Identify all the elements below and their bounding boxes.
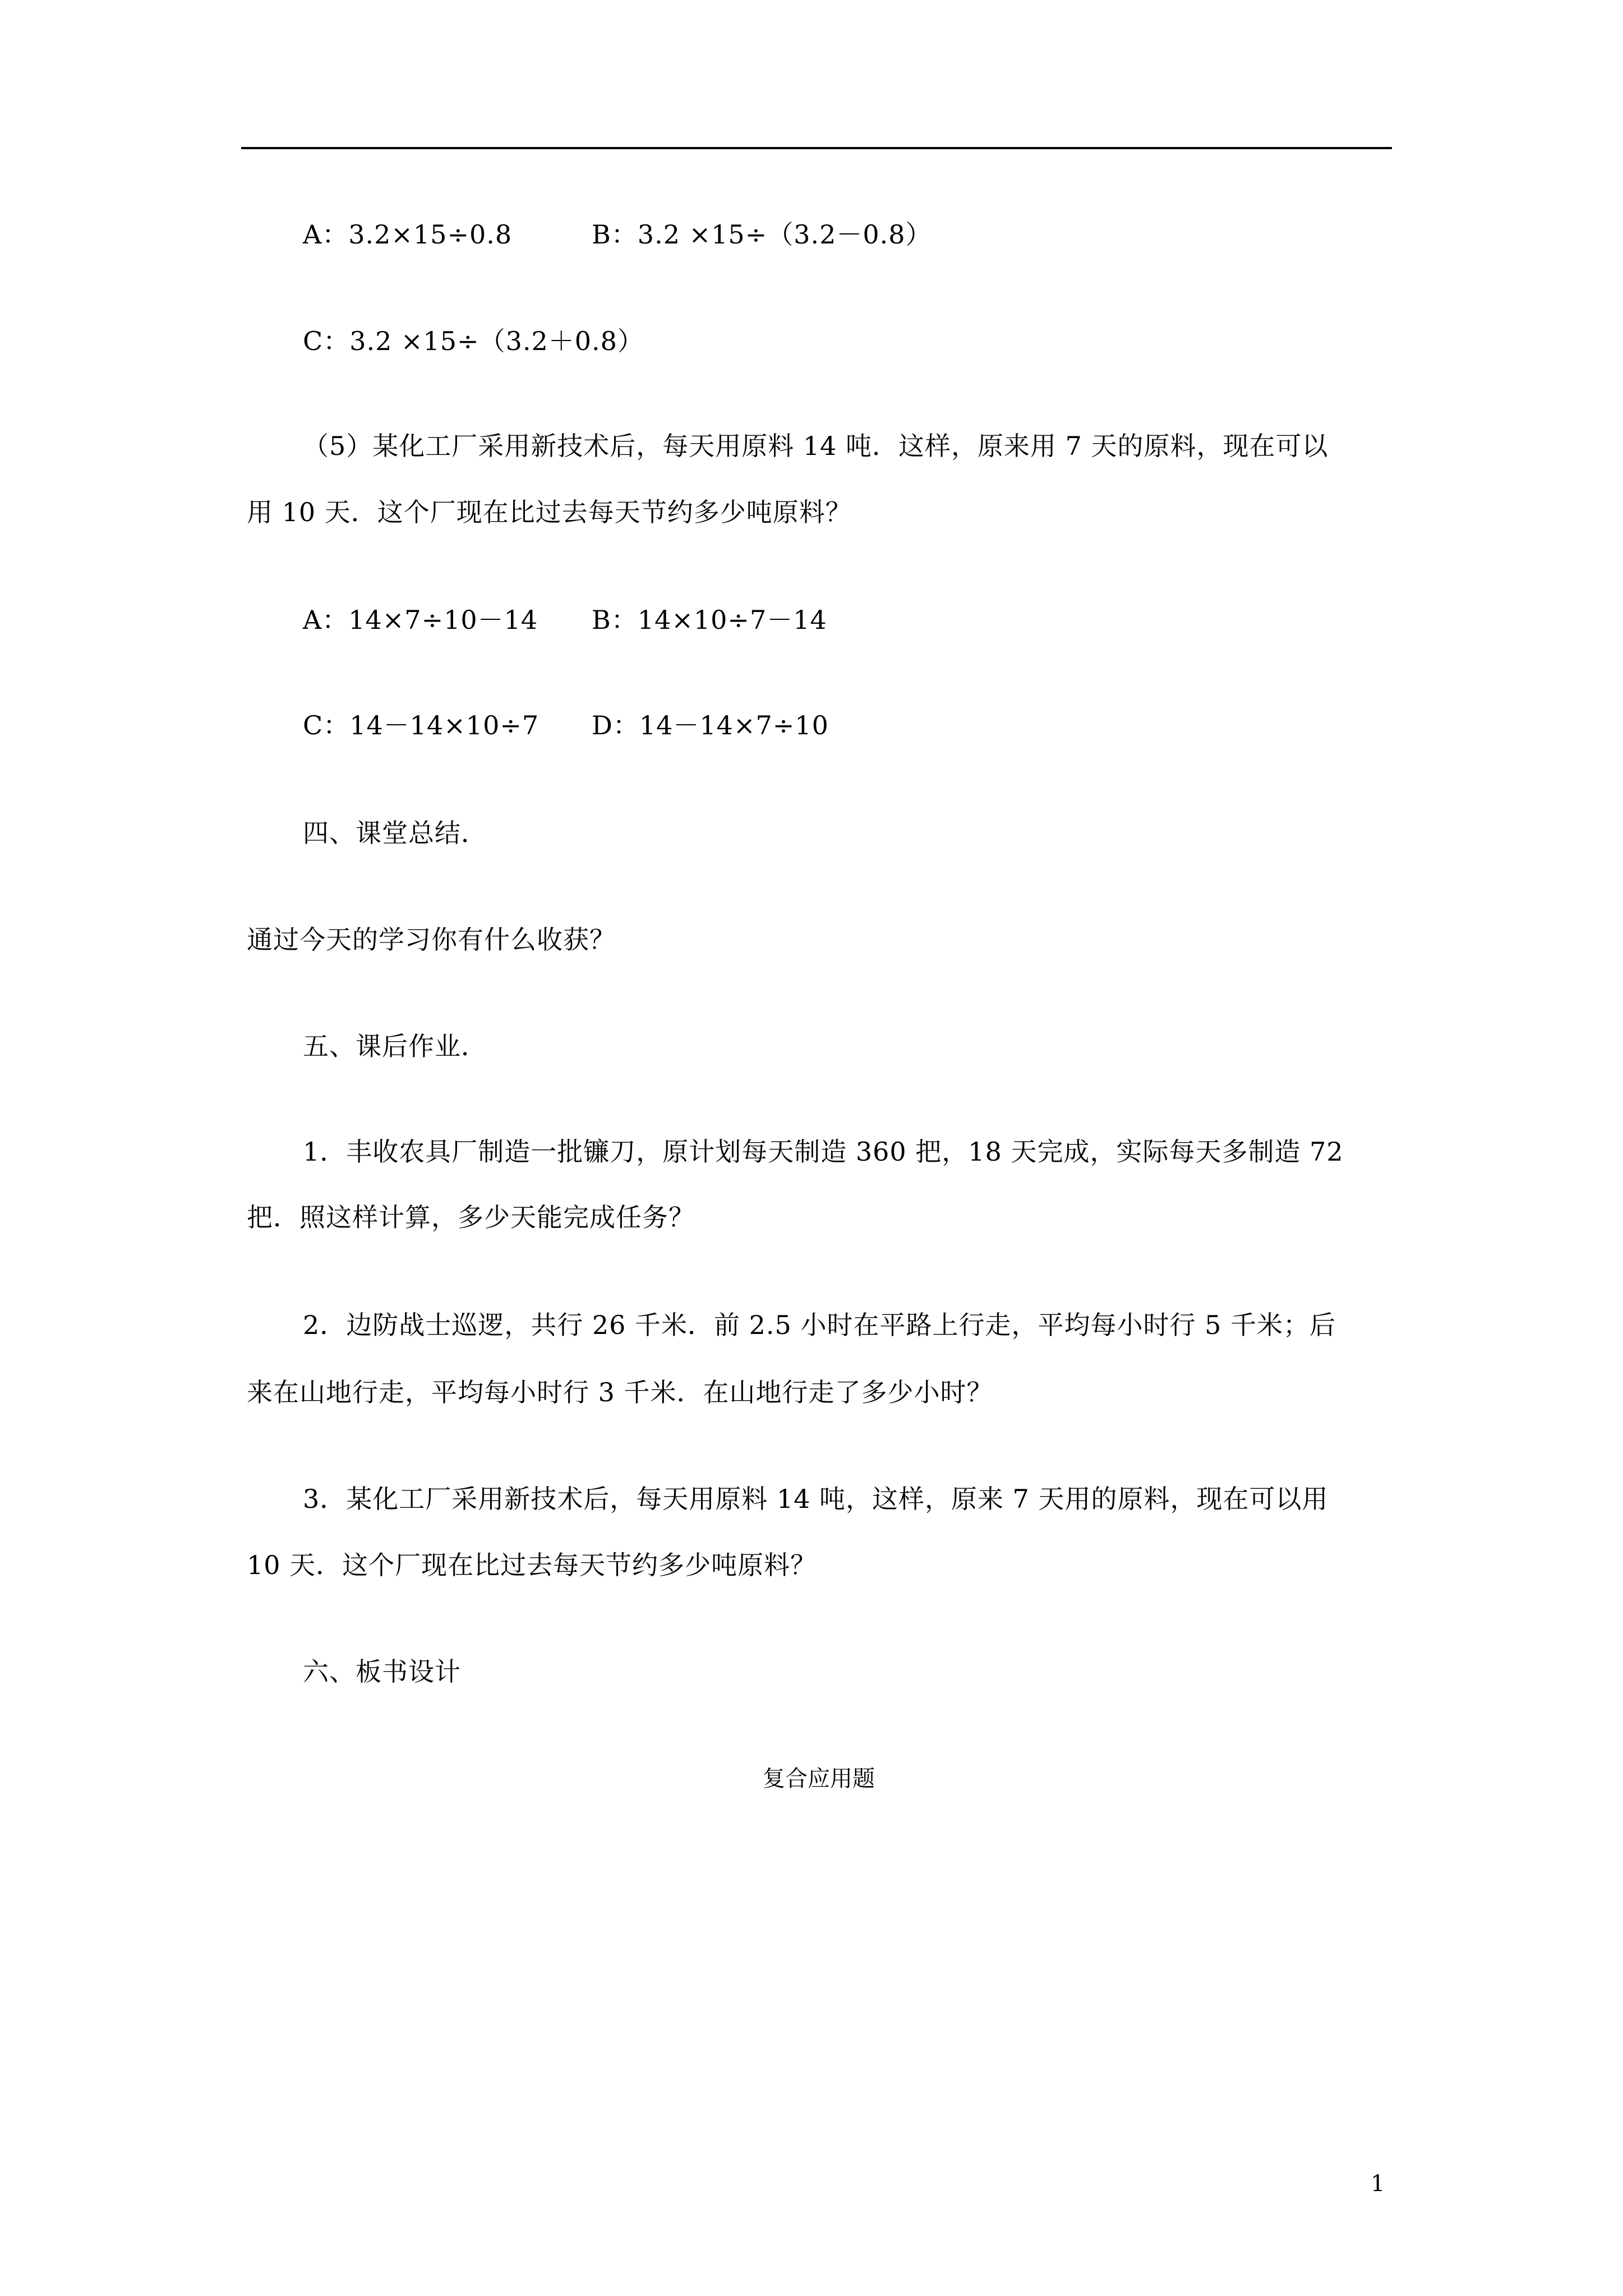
homework-2-line-2: 来在山地行走，平均每小时行 3 千米．在山地行走了多少小时？	[247, 1377, 993, 1407]
header-rule	[241, 147, 1392, 149]
section-4-heading: 四、课堂总结．	[303, 818, 487, 848]
option-q5-b: B：14×10÷7－14	[592, 605, 827, 635]
board-title: 复合应用题	[763, 1766, 875, 1792]
option-q4-a: A：3.2×15÷0.8	[303, 219, 513, 250]
option-q5-c: C：14－14×10÷7	[303, 710, 540, 740]
section-4-text: 通过今天的学习你有什么收获？	[247, 924, 616, 955]
homework-1-line-2: 把．照这样计算，多少天能完成任务？	[247, 1202, 695, 1232]
option-q4-b: B：3.2 ×15÷（3.2－0.8）	[592, 219, 932, 250]
option-q4-c: C：3.2 ×15÷（3.2＋0.8）	[303, 326, 644, 356]
section-5-heading: 五、课后作业．	[303, 1031, 487, 1061]
question-5-line-2: 用 10 天．这个厂现在比过去每天节约多少吨原料？	[247, 497, 852, 527]
homework-1-line-1: 1．丰收农具厂制造一批镰刀，原计划每天制造 360 把，18 天完成，实际每天多制造 72	[303, 1137, 1344, 1167]
section-6-heading: 六、板书设计	[303, 1657, 461, 1687]
homework-2-line-1: 2．边防战士巡逻，共行 26 千米．前 2.5 小时在平路上行走，平均每小时行 5 千米；后	[303, 1310, 1336, 1340]
option-q5-d: D：14－14×7÷10	[592, 710, 829, 740]
page-number: 1	[1371, 2171, 1385, 2197]
homework-3-line-1: 3．某化工厂采用新技术后，每天用原料 14 吨，这样，原来 7 天用的原料，现在可以用	[303, 1484, 1329, 1514]
question-5-line-1: （5）某化工厂采用新技术后，每天用原料 14 吨．这样，原来用 7 天的原料，现在可以	[303, 431, 1329, 461]
homework-3-line-2: 10 天．这个厂现在比过去每天节约多少吨原料？	[247, 1550, 817, 1580]
option-q5-a: A：14×7÷10－14	[303, 605, 538, 635]
